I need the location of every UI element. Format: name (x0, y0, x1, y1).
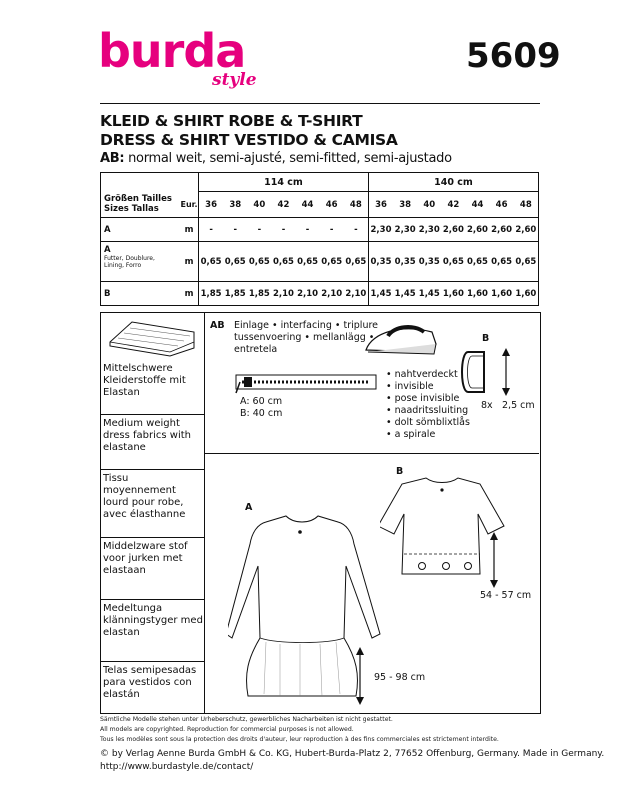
table-cell: 0,35 (393, 242, 417, 282)
table-cell: 1,45 (417, 282, 441, 306)
footer-note-fr: Tous les modèles sont sous la protection des droits d'auteur, leur reproduction à des fins commerciales est strictement interdite. (100, 736, 499, 743)
width-140: 140 cm (368, 173, 538, 192)
iron-icon (362, 318, 440, 362)
row-unit: m (180, 218, 199, 242)
size-cell: 44 (296, 192, 320, 218)
size-cell: 36 (199, 192, 224, 218)
table-cell: 0,65 (514, 242, 539, 282)
width-114: 114 cm (199, 173, 369, 192)
size-cell: 46 (490, 192, 514, 218)
zipper-type: • pose invisible (386, 393, 460, 404)
notions-b-label: B (482, 333, 490, 344)
table-cell: 2,60 (490, 218, 514, 242)
notions-ab-label: AB (210, 320, 225, 331)
subtitle-code: AB: (100, 151, 125, 166)
table-cell: 1,60 (465, 282, 489, 306)
table-cell: 0,65 (271, 242, 295, 282)
size-cell: 46 (320, 192, 344, 218)
size-header-label-2: Sizes Tallas (104, 204, 159, 215)
interfacing-line-1: Einlage • interfacing • triplure (234, 320, 379, 331)
table-row (101, 218, 539, 242)
table-cell: 0,65 (247, 242, 271, 282)
table-cell: 0,65 (465, 242, 489, 282)
length-arrow-a-icon (350, 645, 370, 707)
table-cell: 2,30 (368, 218, 393, 242)
size-cell: 38 (393, 192, 417, 218)
fabric-swatch-icon (108, 318, 198, 358)
table-cell: 0,65 (296, 242, 320, 282)
table-cell: 0,65 (199, 242, 224, 282)
length-arrow-b-icon (484, 530, 504, 590)
zipper-type: • dolt sömblixtlås (386, 417, 470, 428)
table-cell: 2,10 (320, 282, 344, 306)
fabric-es: Telas semipesadas para vestidos con elastán (103, 665, 197, 700)
zipper-length-a: A: 60 cm (240, 396, 283, 407)
ring-count: 8x (481, 400, 493, 411)
table-cell: 2,30 (417, 218, 441, 242)
d-ring-icon (460, 346, 520, 398)
size-header-label-1: Größen Tailles (104, 194, 172, 205)
title-line-1: KLEID & SHIRT ROBE & T-SHIRT (100, 112, 363, 130)
table-cell: - (320, 218, 344, 242)
row-unit: m (180, 242, 199, 282)
table-row (101, 173, 539, 192)
table-corner (101, 173, 199, 192)
length-a: 95 - 98 cm (374, 672, 426, 683)
table-cell: 2,10 (271, 282, 295, 306)
table-cell: 2,60 (465, 218, 489, 242)
table-cell: - (199, 218, 224, 242)
length-b: 54 - 57 cm (480, 590, 532, 601)
view-b-label: B (396, 466, 404, 477)
table-cell: 1,85 (247, 282, 271, 306)
view-a-label: A (245, 502, 253, 513)
subtitle (100, 151, 452, 166)
table-cell: 1,60 (490, 282, 514, 306)
footer-copyright: © by Verlag Aenne Burda GmbH & Co. KG, Hubert-Burda-Platz 2, 77652 Offenburg, Germany. Made in Germany. (100, 749, 605, 759)
row-label: A (104, 245, 111, 255)
zipper-type: • invisible (386, 381, 434, 392)
table-cell: 1,85 (199, 282, 224, 306)
table-cell: - (271, 218, 295, 242)
pattern-number: 5609 (466, 36, 561, 76)
yardage-table (100, 172, 539, 306)
size-cell: 42 (271, 192, 295, 218)
table-cell: 1,45 (393, 282, 417, 306)
table-cell: - (247, 218, 271, 242)
zipper-type: • a spirale (386, 429, 436, 440)
header-divider (100, 103, 540, 104)
table-cell: 2,30 (393, 218, 417, 242)
ring-size: 2,5 cm (502, 400, 535, 411)
brand-logo-sub: style (212, 70, 257, 90)
footer-note-en: All models are copyrighted. Reproduction for commercial purposes is not allowed. (100, 726, 354, 733)
zipper-length-b: B: 40 cm (240, 408, 283, 419)
interfacing-line-3: entretela (234, 344, 278, 355)
notions-divider (204, 453, 539, 454)
table-cell: 1,85 (223, 282, 247, 306)
fabric-column-divider (204, 312, 205, 714)
row-unit: m (180, 282, 199, 306)
table-cell: 0,65 (320, 242, 344, 282)
fabric-de: Mittelschwere Kleiderstoffe mit Elastan (100, 360, 204, 415)
size-cell: 40 (417, 192, 441, 218)
table-cell: - (296, 218, 320, 242)
fabric-nl: Middelzware stof voor jurken met elastaan (100, 538, 204, 600)
zipper-type: • nahtverdeckt (386, 369, 458, 380)
table-cell: 0,65 (441, 242, 465, 282)
fabric-fr: Tissu moyennement lourd pour robe, avec élasthanne (100, 470, 204, 538)
row-label-lining (101, 242, 181, 282)
size-cell: 48 (514, 192, 539, 218)
table-cell: - (223, 218, 247, 242)
subtitle-text: normal weit, semi-ajusté, semi-fitted, semi-ajustado (124, 151, 452, 166)
table-cell: 1,45 (368, 282, 393, 306)
size-cell: 48 (344, 192, 369, 218)
table-row (101, 282, 539, 306)
table-cell: 2,10 (296, 282, 320, 306)
footer-url[interactable]: http://www.burdastyle.de/contact/ (100, 762, 254, 772)
table-cell: 2,60 (441, 218, 465, 242)
size-cell: 42 (441, 192, 465, 218)
eur-label: Eur. (180, 192, 199, 218)
table-cell: 0,65 (490, 242, 514, 282)
brand-logo: burda (98, 24, 246, 78)
zipper-icon (234, 367, 384, 397)
fabric-sv: Medeltunga klänningstyger med elastan (100, 600, 204, 662)
size-header-label (101, 192, 181, 218)
table-cell: 1,60 (514, 282, 539, 306)
table-cell: 0,35 (368, 242, 393, 282)
table-cell: 0,65 (344, 242, 369, 282)
row-label: B (101, 282, 181, 306)
zipper-type: • naadritssluiting (386, 405, 469, 416)
table-row (101, 192, 539, 218)
title-line-2: DRESS & SHIRT VESTIDO & CAMISA (100, 131, 398, 149)
row-label: A (101, 218, 181, 242)
fabric-en: Medium weight dress fabrics with elastane (100, 415, 204, 470)
table-row (101, 242, 539, 282)
size-cell: 40 (247, 192, 271, 218)
size-cell: 38 (223, 192, 247, 218)
table-cell: 1,60 (441, 282, 465, 306)
table-cell: 2,60 (514, 218, 539, 242)
table-cell: 2,10 (344, 282, 369, 306)
footer-note-de: Sämtliche Modelle stehen unter Urheberschutz, gewerbliches Nacharbeiten ist nicht gestattet. (100, 716, 393, 723)
table-cell: 0,65 (223, 242, 247, 282)
size-cell: 44 (465, 192, 489, 218)
interfacing-line-2: tussenvoering • mellanlägg • (234, 332, 375, 343)
table-cell: - (344, 218, 369, 242)
table-cell: 0,35 (417, 242, 441, 282)
row-sublabel: Futter, Doublure, Lining, Forro (104, 255, 155, 269)
size-cell: 36 (368, 192, 393, 218)
